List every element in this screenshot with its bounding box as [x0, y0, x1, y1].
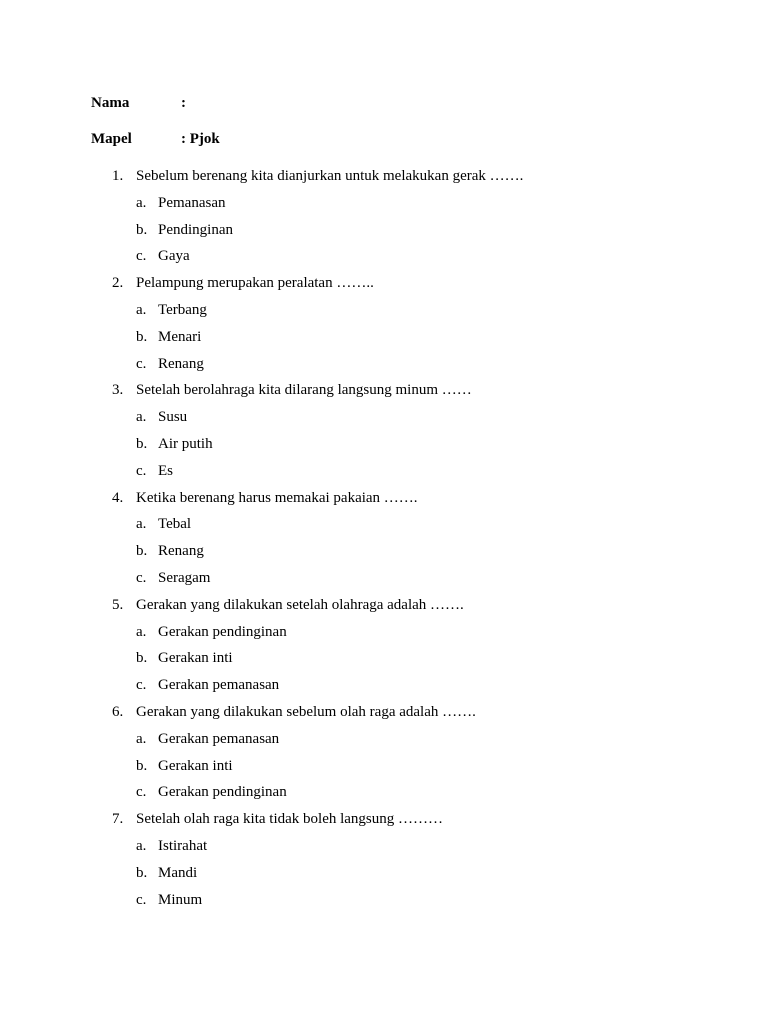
- option-text: Gerakan pemanasan: [158, 677, 280, 694]
- option-text: Minum: [158, 891, 203, 908]
- option-item: [0, 221, 768, 248]
- mapel-value: : Pjok: [181, 131, 220, 147]
- question-number: 2.: [112, 275, 124, 292]
- option-letter: b.: [136, 864, 148, 881]
- option-text: Seragam: [158, 569, 211, 586]
- option-letter: c.: [136, 891, 147, 908]
- question-1: [0, 167, 768, 194]
- nama-row: [91, 94, 186, 112]
- option-item: [0, 542, 768, 569]
- option-text: Gaya: [158, 248, 190, 265]
- option-item: [0, 730, 768, 757]
- option-letter: b.: [136, 221, 148, 238]
- option-text: Istirahat: [158, 837, 208, 854]
- question-text: Gerakan yang dilakukan sebelum olah raga adalah …….: [136, 703, 476, 720]
- question-6: [0, 703, 768, 730]
- option-letter: a.: [136, 194, 147, 211]
- option-text: Gerakan pendinginan: [158, 623, 287, 640]
- question-text: Gerakan yang dilakukan setelah olahraga adalah …….: [136, 596, 464, 613]
- question-number: 5.: [112, 596, 124, 613]
- option-text: Menari: [158, 328, 202, 345]
- option-text: Gerakan pemanasan: [158, 730, 280, 747]
- question-number: 1.: [112, 168, 124, 184]
- question-text: Pelampung merupakan peralatan ……..: [136, 275, 374, 292]
- question-3: [0, 381, 768, 408]
- option-letter: c.: [136, 784, 147, 801]
- question-text: Setelah berolahraga kita dilarang langsung minum ……: [136, 382, 472, 399]
- option-text: Gerakan inti: [158, 757, 233, 774]
- option-letter: a.: [136, 301, 147, 318]
- option-item: [0, 462, 768, 489]
- question-7: [0, 810, 768, 837]
- question-2: [0, 274, 768, 301]
- question-number: 3.: [112, 382, 124, 399]
- option-item: [0, 649, 768, 676]
- option-letter: c.: [136, 569, 147, 586]
- question-4: [0, 489, 768, 516]
- option-text: Tebal: [158, 516, 192, 533]
- option-item: [0, 328, 768, 355]
- mapel-label: Mapel: [91, 131, 132, 147]
- question-list: [0, 167, 768, 917]
- option-text: Pendinginan: [158, 221, 233, 238]
- option-letter: c.: [136, 677, 147, 694]
- option-letter: b.: [136, 435, 148, 452]
- question-text: Sebelum berenang kita dianjurkan untuk melakukan gerak …….: [136, 168, 524, 184]
- question-number: 6.: [112, 703, 124, 720]
- option-item: [0, 676, 768, 703]
- option-item: [0, 435, 768, 462]
- option-text: Susu: [158, 409, 188, 426]
- option-letter: a.: [136, 730, 147, 747]
- option-item: [0, 301, 768, 328]
- option-item: [0, 757, 768, 784]
- question-text: Ketika berenang harus memakai pakaian …….: [136, 489, 418, 506]
- option-text: Pemanasan: [158, 194, 226, 211]
- option-letter: b.: [136, 328, 148, 345]
- mapel-row: [91, 130, 220, 148]
- option-item: [0, 623, 768, 650]
- option-letter: c.: [136, 248, 147, 265]
- option-letter: b.: [136, 543, 148, 560]
- option-text: Renang: [158, 543, 204, 560]
- option-item: [0, 569, 768, 596]
- nama-label: Nama: [91, 95, 130, 111]
- option-item: [0, 355, 768, 382]
- option-letter: b.: [136, 650, 148, 667]
- option-text: Terbang: [158, 301, 207, 318]
- option-letter: b.: [136, 757, 148, 774]
- option-item: [0, 515, 768, 542]
- option-item: [0, 837, 768, 864]
- question-text: Setelah olah raga kita tidak boleh langsung ………: [136, 811, 444, 828]
- option-item: [0, 783, 768, 810]
- option-text: Air putih: [158, 435, 213, 452]
- nama-value: :: [181, 95, 186, 111]
- option-item: [0, 194, 768, 221]
- option-letter: c.: [136, 462, 147, 479]
- option-item: [0, 891, 768, 918]
- option-item: [0, 408, 768, 435]
- option-letter: a.: [136, 516, 147, 533]
- option-text: Gerakan pendinginan: [158, 784, 287, 801]
- option-item: [0, 864, 768, 891]
- option-item: [0, 247, 768, 274]
- option-text: Gerakan inti: [158, 650, 233, 667]
- question-number: 7.: [112, 811, 124, 828]
- question-number: 4.: [112, 489, 124, 506]
- option-letter: a.: [136, 409, 147, 426]
- option-letter: c.: [136, 355, 147, 372]
- option-letter: a.: [136, 837, 147, 854]
- question-5: [0, 596, 768, 623]
- option-text: Renang: [158, 355, 204, 372]
- option-text: Mandi: [158, 864, 198, 881]
- option-text: Es: [158, 462, 173, 479]
- option-letter: a.: [136, 623, 147, 640]
